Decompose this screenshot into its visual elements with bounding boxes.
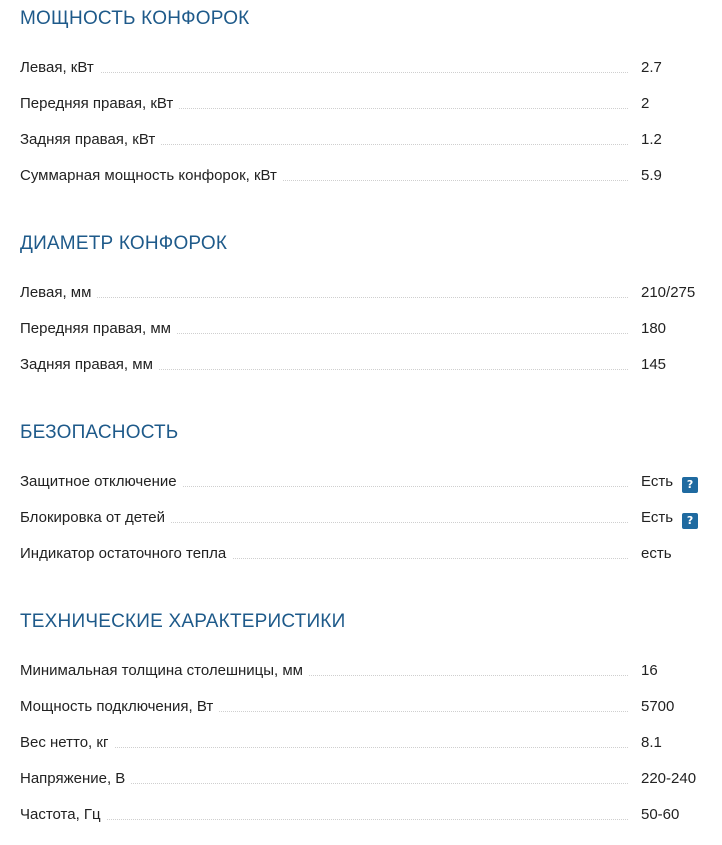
- spec-row-rear-right-diameter: [20, 355, 710, 391]
- spec-row-left-power: [20, 58, 710, 94]
- spec-value: 220-240: [641, 770, 697, 787]
- spec-value: 5.9: [641, 167, 662, 184]
- help-icon[interactable]: ?: [682, 513, 698, 529]
- spec-row-safety-shutoff: [20, 472, 710, 508]
- dotted-leader: [20, 297, 628, 298]
- spec-value: 145: [641, 356, 667, 373]
- spec-value: Есть: [641, 473, 674, 490]
- section-title-safety: БЕЗОПАСНОСТЬ: [20, 422, 179, 443]
- spec-list: [20, 472, 710, 580]
- section-burner-power: [20, 6, 710, 202]
- section-title-burner-power: МОЩНОСТЬ КОНФОРОК: [20, 8, 250, 29]
- spec-value: есть: [641, 545, 672, 562]
- help-icon[interactable]: ?: [682, 477, 698, 493]
- spec-row-net-weight: [20, 733, 710, 769]
- spec-label: Напряжение, В: [20, 769, 131, 789]
- spec-label: Блокировка от детей: [20, 508, 171, 528]
- spec-label: Задняя правая, мм: [20, 355, 159, 375]
- spec-value: 2: [641, 95, 650, 112]
- spec-row-frequency: [20, 805, 710, 841]
- section-safety: [20, 420, 710, 580]
- section-title-burner-diameter: ДИАМЕТР КОНФОРОК: [20, 233, 228, 254]
- spec-label: Левая, кВт: [20, 58, 100, 78]
- spec-value-wrap: [641, 472, 698, 493]
- spec-row-child-lock: [20, 508, 710, 544]
- spec-label: Задняя правая, кВт: [20, 130, 161, 150]
- spec-row-total-power: [20, 166, 710, 202]
- spec-value: 50-60: [641, 806, 680, 823]
- spec-value: Есть: [641, 509, 674, 526]
- dotted-leader: [20, 72, 628, 73]
- spec-row-connection-power: [20, 697, 710, 733]
- spec-label: Левая, мм: [20, 283, 97, 303]
- spec-label: Минимальная толщина столешницы, мм: [20, 661, 309, 681]
- spec-label: Передняя правая, кВт: [20, 94, 179, 114]
- spec-list: [20, 661, 710, 841]
- spec-row-voltage: [20, 769, 710, 805]
- spec-row-rear-right-power: [20, 130, 710, 166]
- spec-value: 5700: [641, 698, 675, 715]
- spec-value: 8.1: [641, 734, 662, 751]
- dotted-leader: [20, 819, 628, 820]
- section-title-technical: ТЕХНИЧЕСКИЕ ХАРАКТЕРИСТИКИ: [20, 611, 346, 632]
- spec-list: [20, 58, 710, 202]
- spec-label: Защитное отключение: [20, 472, 183, 492]
- spec-label: Мощность подключения, Вт: [20, 697, 219, 717]
- spec-value: 2.7: [641, 59, 662, 76]
- spec-value: 1.2: [641, 131, 662, 148]
- spec-row-front-right-diameter: [20, 319, 710, 355]
- spec-value: 180: [641, 320, 667, 337]
- spec-value-wrap: [641, 508, 698, 529]
- spec-row-front-right-power: [20, 94, 710, 130]
- spec-row-countertop-thickness: [20, 661, 710, 697]
- spec-label: Индикатор остаточного тепла: [20, 544, 232, 564]
- spec-row-left-diameter: [20, 283, 710, 319]
- spec-row-residual-heat: [20, 544, 710, 580]
- spec-label: Вес нетто, кг: [20, 733, 114, 753]
- section-technical: [20, 609, 710, 841]
- spec-label: Передняя правая, мм: [20, 319, 177, 339]
- spec-value: 210/275: [641, 284, 696, 301]
- spec-value: 16: [641, 662, 658, 679]
- spec-label: Частота, Гц: [20, 805, 107, 825]
- spec-label: Суммарная мощность конфорок, кВт: [20, 166, 283, 186]
- spec-list: [20, 283, 710, 391]
- section-burner-diameter: [20, 231, 710, 391]
